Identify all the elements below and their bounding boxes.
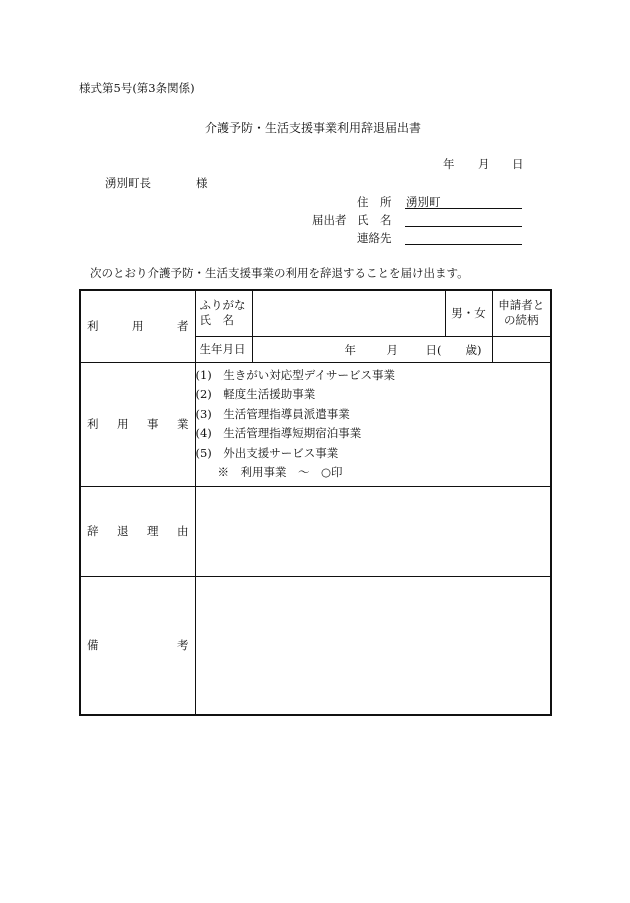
dob-label: 生年月日 (195, 336, 252, 362)
dob-field[interactable] (252, 336, 492, 362)
relation-field[interactable] (492, 336, 551, 362)
service-cell (80, 362, 195, 486)
form-number: 様式第5号(第3条関係) (79, 81, 195, 95)
address-value: 湧別町 (406, 195, 441, 209)
reason-label: 辞 退 理 由 (87, 524, 189, 538)
application-table (79, 289, 552, 716)
document-title: 介護予防・生活支援事業利用辞退届出書 (205, 121, 422, 135)
remarks-field[interactable] (195, 576, 551, 715)
date-day-label: 日 (512, 157, 524, 171)
user-cell (80, 290, 195, 362)
remarks-cell (80, 576, 195, 715)
intro-text: 次のとおり介護予防・生活支援事業の利用を辞退することを届け出ます。 (90, 266, 469, 280)
service-item[interactable]: (3) 生活管理指導員派遣事業 (195, 406, 350, 421)
dob-month-label: 月 (386, 342, 398, 357)
name-label: 氏 名 (357, 213, 392, 227)
relation-label-line1: 申請者と (498, 298, 545, 313)
service-item[interactable]: (1) 生きがい対応型デイサービス事業 (195, 367, 395, 382)
furigana-name-label-cell (195, 290, 252, 336)
service-item[interactable]: (2) 軽度生活援助事業 (195, 387, 316, 401)
relation-label-cell (492, 290, 551, 336)
sex-field[interactable]: 男・女 (445, 290, 492, 336)
reason-cell (80, 486, 195, 576)
date-year-label: 年 (443, 157, 455, 171)
dob-age-label: 歳) (465, 342, 482, 357)
dob-year-label: 年 (344, 342, 356, 357)
contact-field[interactable] (405, 230, 522, 245)
service-item[interactable]: (4) 生活管理指導短期宿泊事業 (195, 426, 362, 440)
address-label: 住 所 (357, 195, 392, 209)
addressee: 湧別町長 (105, 176, 151, 190)
address-field[interactable] (405, 194, 522, 209)
remarks-label: 備 考 (87, 638, 189, 653)
contact-label: 連絡先 (357, 231, 392, 245)
user-name-field[interactable] (252, 290, 445, 336)
service-label: 利 用 事 業 (87, 417, 189, 431)
reason-field[interactable] (195, 486, 551, 576)
honorific: 様 (196, 176, 208, 190)
name-label-table: 氏 名 (199, 313, 234, 328)
date-month-label: 月 (478, 157, 490, 171)
applicant-label: 届出者 (312, 213, 347, 227)
furigana-label: ふりがな (199, 298, 246, 313)
name-field[interactable] (405, 212, 522, 227)
service-note: ※ 利用事業 ～ ○印 (217, 465, 343, 479)
user-label: 利 用 者 (87, 319, 189, 334)
relation-label-line2: の続柄 (504, 313, 539, 328)
service-list (195, 362, 551, 486)
dob-day-label: 日( (425, 342, 442, 357)
service-item[interactable]: (5) 外出支援サービス事業 (195, 445, 339, 460)
